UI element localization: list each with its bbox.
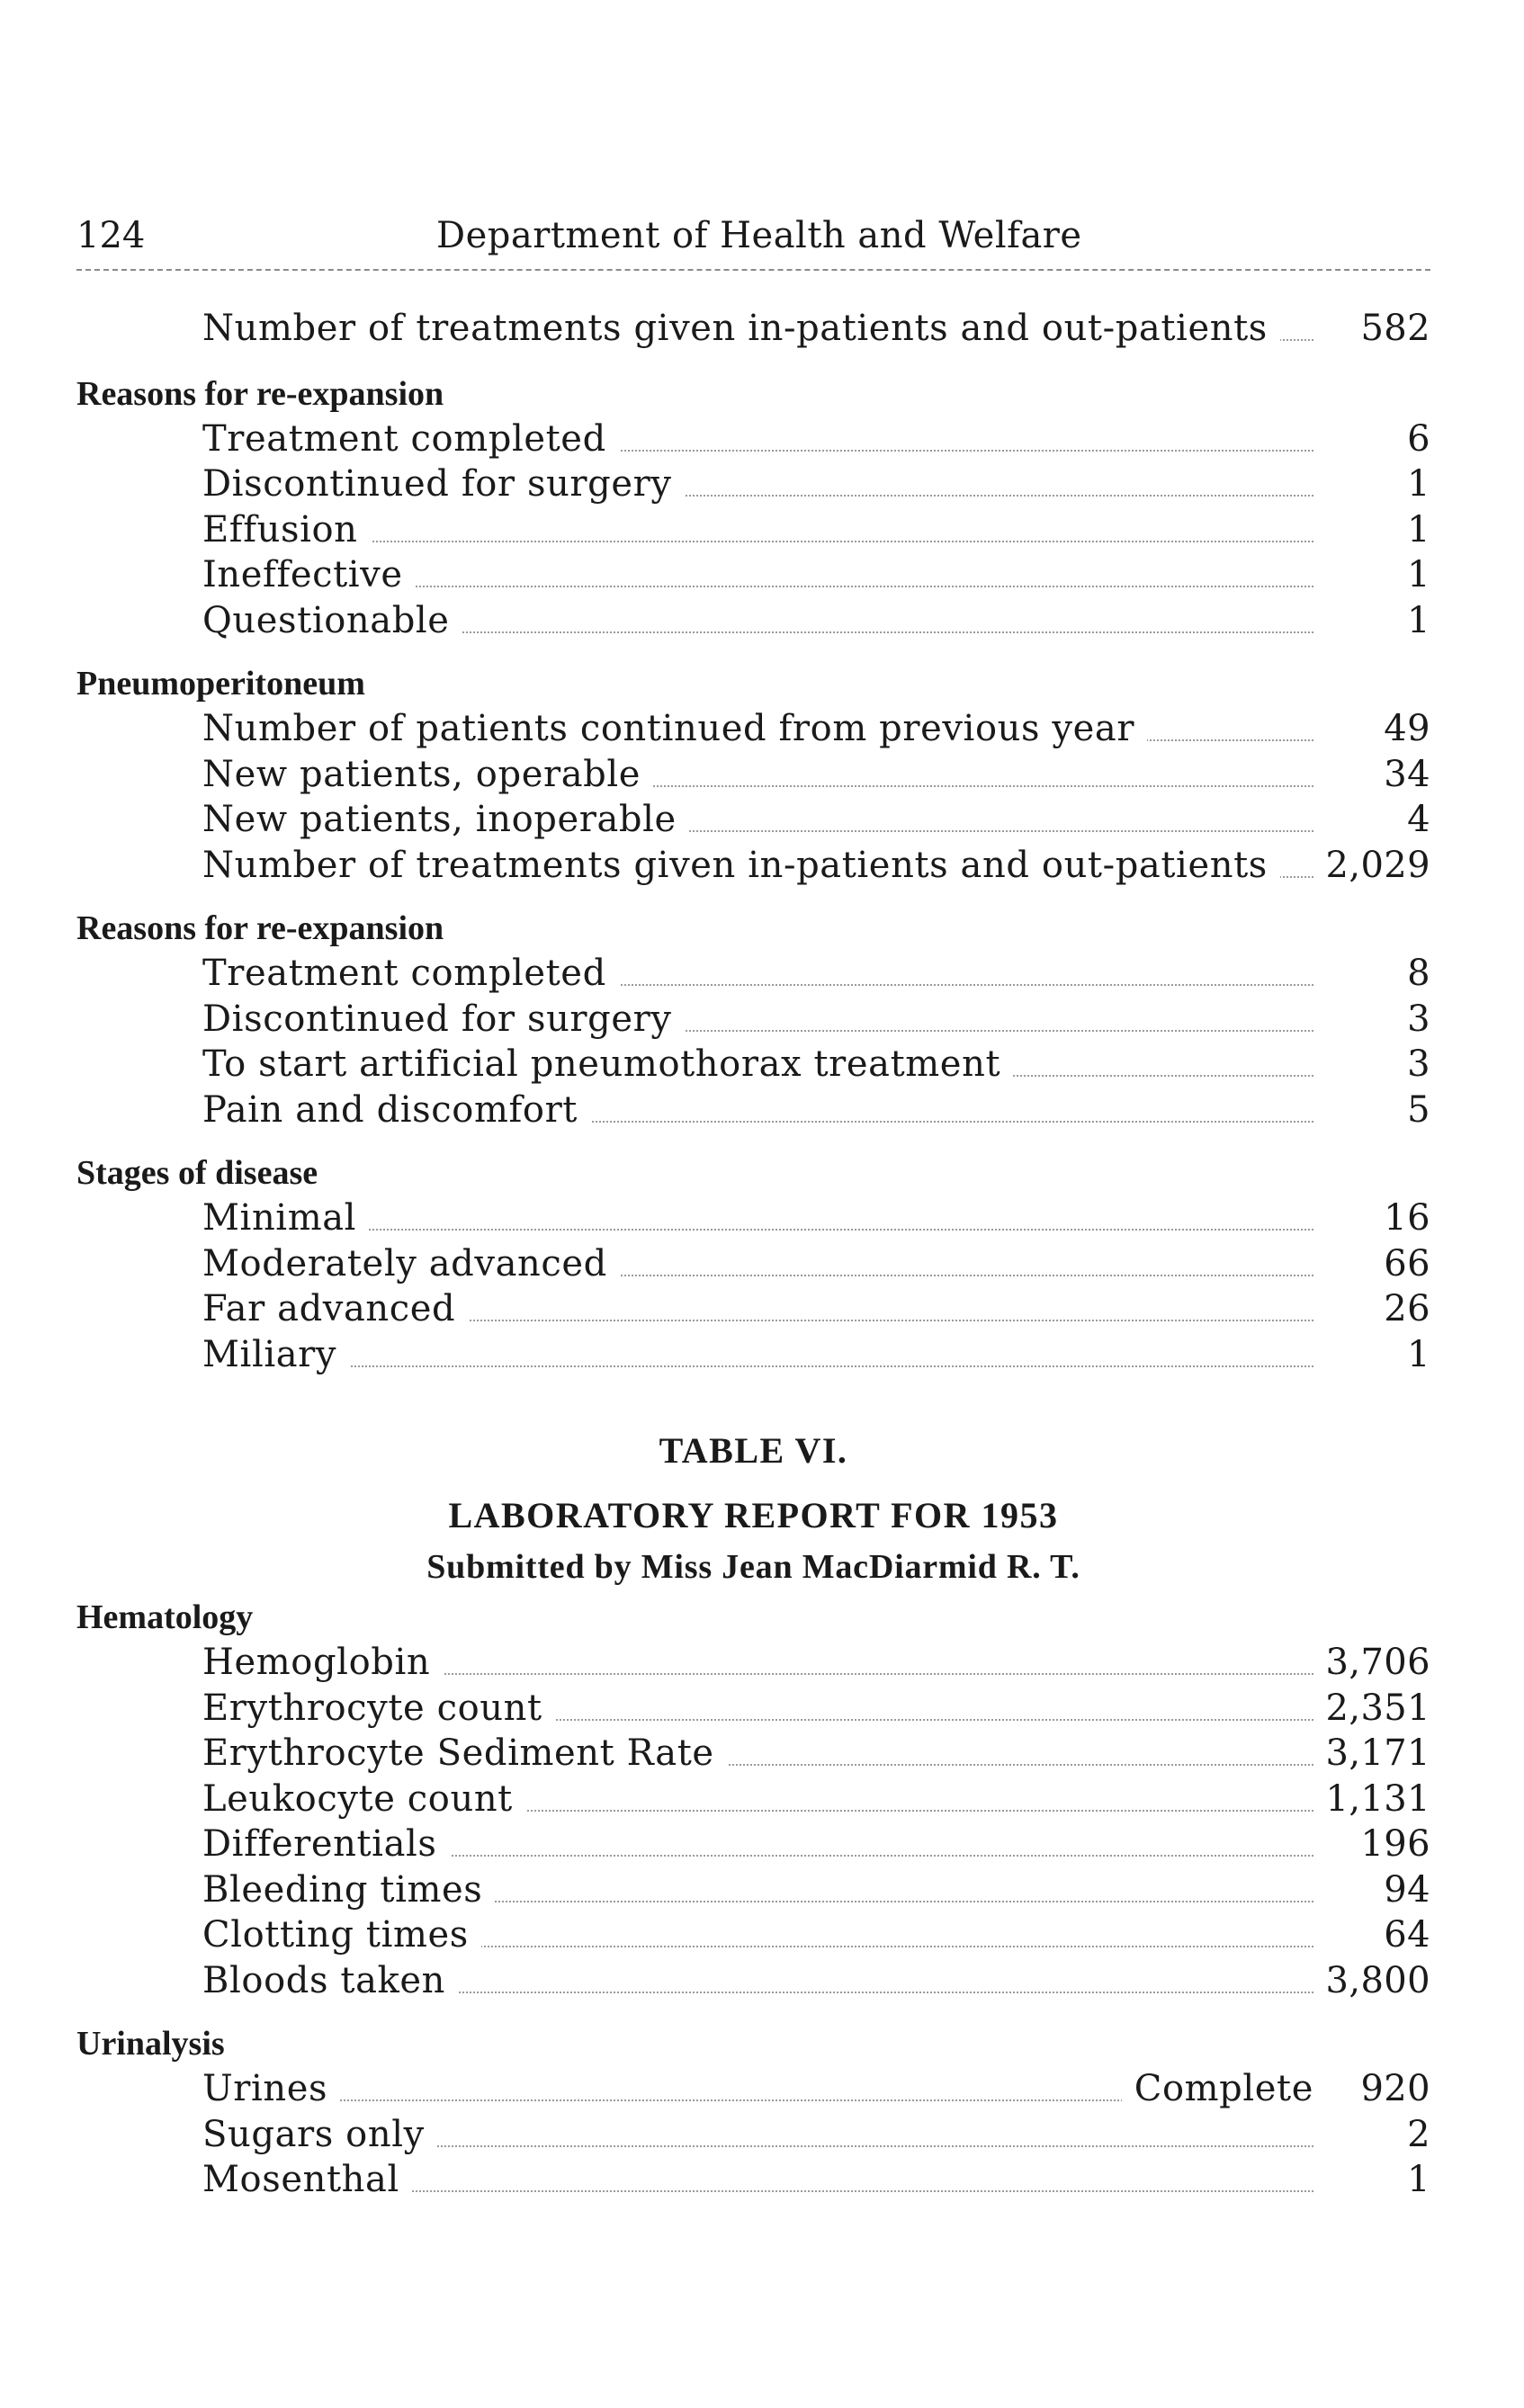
- dot-leader: [202, 1229, 1313, 1231]
- item-label: Miliary: [202, 1332, 349, 1377]
- item-value: 34: [1384, 753, 1430, 795]
- item-value: 16: [1384, 1197, 1430, 1239]
- section-heading: Reasons for re-expansion: [76, 909, 444, 947]
- item-label: Erythrocyte Sediment Rate: [202, 1731, 727, 1776]
- item-label: Urines: [202, 2066, 340, 2111]
- list-item: [76, 997, 1430, 1043]
- item-value: 66: [1384, 1242, 1430, 1285]
- item-label: Number of treatments given in-patients and out-patients: [202, 843, 1280, 888]
- section-heading: Pneumoperitoneum: [76, 665, 365, 703]
- item-label: Erythrocyte count: [202, 1686, 555, 1731]
- item-label: Far advanced: [202, 1286, 468, 1331]
- list-item: [76, 1867, 1430, 1913]
- list-item: [76, 1042, 1430, 1088]
- report-title: LABORATORY REPORT FOR 1953: [448, 1495, 1059, 1535]
- item-label: Treatment completed: [202, 416, 619, 461]
- item-label: Hemoglobin: [202, 1640, 443, 1685]
- table-number: TABLE VI.: [659, 1430, 848, 1471]
- item-value: 4: [1407, 799, 1430, 840]
- item-value: 3,171: [1325, 1732, 1430, 1774]
- section-heading: Hematology: [76, 1598, 254, 1636]
- item-value: 49: [1384, 708, 1430, 749]
- section-heading: Urinalysis: [76, 2025, 225, 2063]
- item-label: Moderately advanced: [202, 1241, 620, 1286]
- item-value: 920: [1360, 2068, 1430, 2109]
- item-label: Leukocyte count: [202, 1777, 525, 1822]
- list-item: [76, 1822, 1430, 1867]
- list-item: [76, 752, 1430, 798]
- dot-leader: [202, 1365, 1313, 1367]
- item-value: 1: [1407, 554, 1430, 595]
- item-value: 1: [1407, 2159, 1430, 2200]
- page-number: 124: [76, 215, 146, 256]
- item-value: 196: [1360, 1823, 1430, 1865]
- list-item: [76, 2157, 1430, 2203]
- item-label: Discontinued for surgery: [202, 461, 685, 506]
- list-item: [76, 1777, 1430, 1822]
- item-label: Treatment completed: [202, 951, 619, 996]
- item-value: 1: [1407, 508, 1430, 551]
- list-item: [76, 461, 1430, 507]
- item-value: 582: [1360, 308, 1430, 349]
- list-item: [76, 552, 1430, 598]
- item-label: To start artificial pneumothorax treatment: [202, 1042, 1013, 1087]
- item-value: 1: [1407, 1333, 1430, 1375]
- item-qualifier: Complete: [1122, 2066, 1313, 2111]
- item-value: 94: [1384, 1868, 1430, 1911]
- list-item: [76, 598, 1430, 644]
- item-label: Pain and discomfort: [202, 1088, 590, 1132]
- list-item: [76, 1912, 1430, 1958]
- item-label: Bleeding times: [202, 1867, 495, 1912]
- running-title: Department of Health and Welfare: [436, 215, 1082, 256]
- list-item: [76, 1731, 1430, 1777]
- item-label: Clotting times: [202, 1912, 481, 1957]
- item-value: 64: [1384, 1914, 1430, 1956]
- item-label: Differentials: [202, 1822, 450, 1866]
- item-value: 3: [1407, 998, 1430, 1040]
- section-items: [76, 1195, 1430, 1377]
- item-label: Bloods taken: [202, 1958, 458, 2003]
- item-value: 1: [1407, 599, 1430, 641]
- list-item: [76, 951, 1430, 997]
- page-header: [76, 209, 1430, 263]
- section-heading: Stages of disease: [76, 1154, 318, 1192]
- item-label: Mosenthal: [202, 2157, 412, 2202]
- item-value: 8: [1407, 953, 1430, 994]
- list-item: [76, 306, 1430, 352]
- item-label: Number of patients continued from previous year: [202, 706, 1147, 751]
- section-items: [76, 706, 1430, 888]
- item-label: Minimal: [202, 1195, 369, 1240]
- list-item: [76, 1088, 1430, 1133]
- list-item: [76, 1241, 1430, 1287]
- list-item: [76, 1686, 1430, 1732]
- item-value: 2,351: [1325, 1687, 1430, 1729]
- item-label: Effusion: [202, 507, 371, 552]
- item-label: Questionable: [202, 598, 462, 643]
- item-label: Discontinued for surgery: [202, 997, 685, 1042]
- section-heading: Reasons for re-expansion: [76, 374, 444, 413]
- section-items: [76, 951, 1430, 1132]
- section-items: [76, 416, 1430, 644]
- item-value: 2: [1407, 2113, 1430, 2155]
- item-value: 1: [1407, 463, 1430, 505]
- list-item: [76, 1958, 1430, 2004]
- item-value: 5: [1407, 1088, 1430, 1131]
- item-value: 1,131: [1325, 1777, 1430, 1820]
- item-label: Ineffective: [202, 552, 416, 597]
- list-item: [76, 797, 1430, 843]
- list-item: [76, 1286, 1430, 1332]
- item-label: Number of treatments given in-patients and out-patients: [202, 306, 1280, 351]
- header-rule: [76, 269, 1430, 271]
- item-value: 3,706: [1325, 1642, 1430, 1683]
- list-item: [76, 2066, 1430, 2112]
- list-item: [76, 1332, 1430, 1378]
- list-item: [76, 1195, 1430, 1241]
- item-value: 26: [1384, 1288, 1430, 1329]
- list-item: [76, 416, 1430, 462]
- item-value: 3,800: [1325, 1959, 1430, 2001]
- table-title-block: [76, 1424, 1430, 1589]
- list-item: [76, 2112, 1430, 2158]
- submitted-by: Submitted by Miss Jean MacDiarmid R. T.: [426, 1548, 1080, 1586]
- list-item: [76, 706, 1430, 752]
- item-value: 2,029: [1325, 844, 1430, 886]
- list-item: [76, 843, 1430, 889]
- item-value: 3: [1407, 1043, 1430, 1085]
- item-label: New patients, inoperable: [202, 797, 689, 842]
- section-items: [76, 2066, 1430, 2203]
- list-item: [76, 1640, 1430, 1686]
- report-content: [76, 306, 1430, 2203]
- item-label: Sugars only: [202, 2112, 437, 2157]
- item-value: 6: [1407, 417, 1430, 460]
- list-item: [76, 507, 1430, 553]
- section-items: [76, 1640, 1430, 2003]
- item-label: New patients, operable: [202, 752, 653, 797]
